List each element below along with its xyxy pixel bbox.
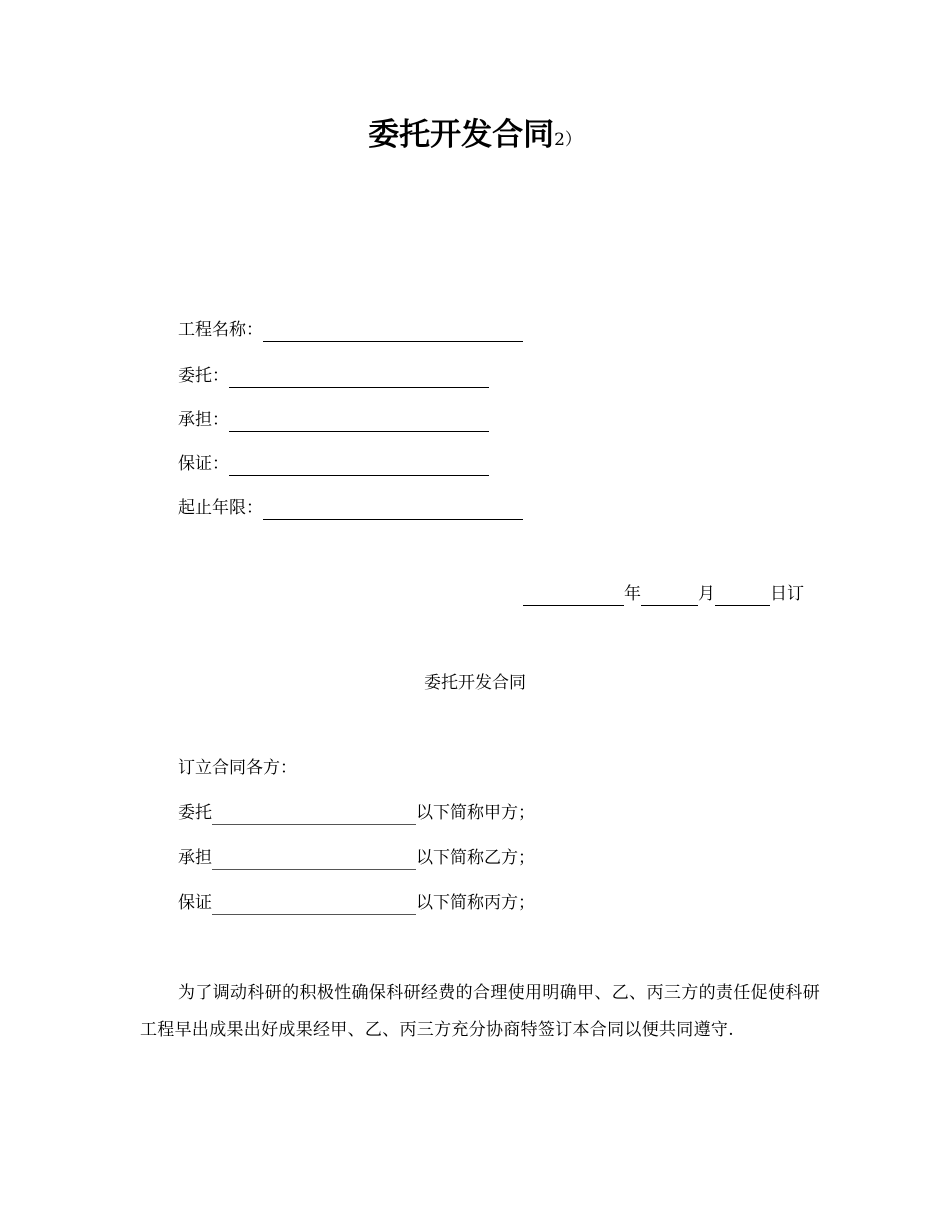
parties-intro: 订立合同各方： bbox=[178, 758, 297, 778]
document-title-suffix: 2） bbox=[554, 130, 582, 150]
party-role: 委托 bbox=[178, 803, 212, 823]
day-blank bbox=[715, 587, 770, 606]
party-alias: 以下简称丙方； bbox=[416, 893, 535, 913]
blank-line bbox=[263, 501, 523, 520]
field-period bbox=[178, 496, 523, 520]
signing-date bbox=[523, 582, 804, 606]
blank-line bbox=[229, 457, 489, 476]
party-alias: 以下简称甲方； bbox=[416, 803, 535, 823]
field-guarantor bbox=[178, 452, 489, 476]
month-label: 月 bbox=[698, 584, 715, 604]
party-client bbox=[178, 801, 535, 825]
contract-subtitle: 委托开发合同 bbox=[424, 673, 526, 693]
party-alias: 以下简称乙方； bbox=[416, 848, 535, 868]
field-client bbox=[178, 364, 489, 388]
blank-line bbox=[212, 896, 416, 915]
document-title bbox=[0, 112, 950, 163]
party-contractor bbox=[178, 846, 535, 870]
blank-line bbox=[212, 851, 416, 870]
year-blank bbox=[523, 587, 624, 606]
year-label: 年 bbox=[624, 584, 641, 604]
party-guarantor bbox=[178, 891, 535, 915]
blank-line bbox=[212, 806, 416, 825]
field-label: 起止年限： bbox=[178, 498, 263, 518]
day-label: 日订 bbox=[770, 584, 804, 604]
document-title-main: 委托开发合同 bbox=[368, 117, 555, 153]
field-label: 保证： bbox=[178, 454, 229, 474]
blank-line bbox=[263, 323, 523, 342]
field-contractor bbox=[178, 408, 489, 432]
party-role: 保证 bbox=[178, 893, 212, 913]
blank-line bbox=[229, 369, 489, 388]
field-project-name bbox=[178, 318, 523, 342]
party-role: 承担 bbox=[178, 848, 212, 868]
month-blank bbox=[641, 587, 698, 606]
field-label: 工程名称： bbox=[178, 320, 263, 340]
blank-line bbox=[229, 413, 489, 432]
preamble-paragraph: 为了调动科研的积极性确保科研经费的合理使用明确甲、乙、丙三方的责任促使科研工程早出成果出好成果经甲、乙、丙三方充分协商特签订本合同以便共同遵守. bbox=[140, 983, 820, 1040]
field-label: 委托： bbox=[178, 366, 229, 386]
field-label: 承担： bbox=[178, 410, 229, 430]
